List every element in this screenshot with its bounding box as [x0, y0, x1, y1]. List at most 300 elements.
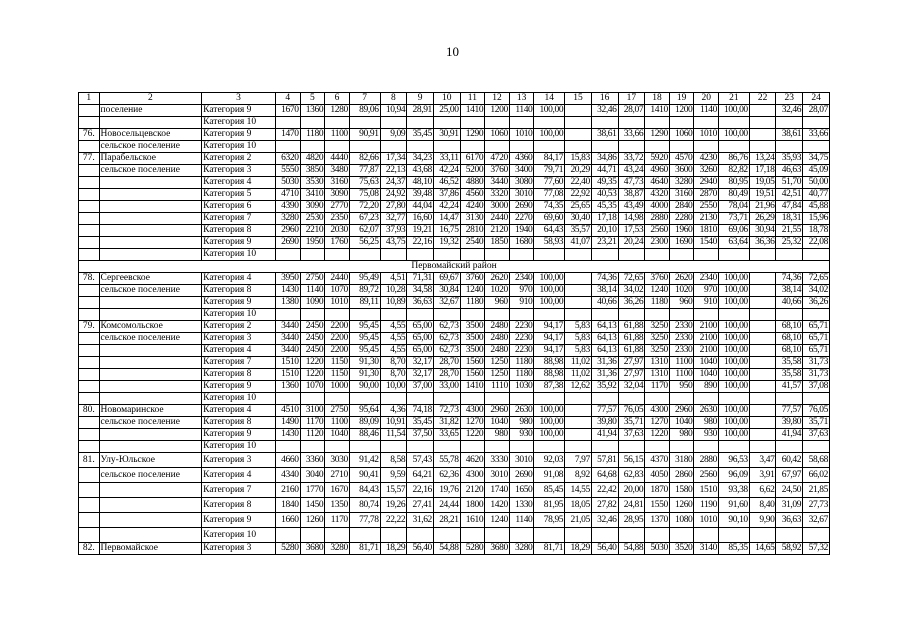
value-cell: 22,08 — [803, 237, 830, 249]
value-cell: 1010 — [694, 513, 719, 528]
value-cell: 1260 — [669, 498, 694, 513]
value-cell: 32,67 — [803, 513, 830, 528]
value-cell: 2880 — [694, 453, 719, 468]
value-cell: 8,70 — [380, 357, 407, 369]
table-row — [79, 189, 830, 201]
value-cell: 36,63 — [776, 513, 803, 528]
value-cell: 4,55 — [380, 333, 407, 345]
value-cell: 970 — [694, 285, 719, 297]
value-cell — [325, 117, 350, 129]
value-cell: 3360 — [300, 453, 325, 468]
value-cell: 2100 — [694, 321, 719, 333]
value-cell — [591, 309, 618, 321]
value-cell: 1310 — [645, 357, 670, 369]
value-cell: 31,09 — [776, 498, 803, 513]
value-cell: 42,24 — [433, 165, 460, 177]
value-cell: 1220 — [460, 429, 485, 441]
category-label: Категория 6 — [202, 201, 276, 213]
value-cell: 95,45 — [349, 333, 380, 345]
value-cell: 1180 — [460, 297, 485, 309]
value-cell: 24,50 — [776, 483, 803, 498]
value-cell — [749, 309, 776, 321]
category-label: Категория 8 — [202, 498, 276, 513]
value-cell: 3160 — [325, 177, 350, 189]
value-cell: 1670 — [325, 483, 350, 498]
value-cell — [776, 117, 803, 129]
section-title: Первомайский район — [79, 261, 830, 273]
value-cell: 40,66 — [776, 297, 803, 309]
settlement-name — [99, 393, 202, 405]
value-cell: 1220 — [645, 429, 670, 441]
category-label: Категория 9 — [202, 237, 276, 249]
value-cell: 1280 — [325, 105, 350, 117]
value-cell: 77,87 — [349, 165, 380, 177]
value-cell: 1420 — [485, 498, 510, 513]
value-cell: 3760 — [645, 273, 670, 285]
value-cell: 3850 — [300, 165, 325, 177]
value-cell — [534, 441, 565, 453]
table-row — [79, 129, 830, 141]
value-cell: 4880 — [460, 177, 485, 189]
settlement-name — [99, 513, 202, 528]
value-cell: 88,46 — [349, 429, 380, 441]
value-cell: 64,13 — [591, 321, 618, 333]
value-cell: 77,78 — [349, 513, 380, 528]
value-cell: 35,58 — [776, 357, 803, 369]
value-cell — [776, 309, 803, 321]
value-cell — [669, 393, 694, 405]
value-cell: 9,59 — [380, 468, 407, 483]
value-cell — [509, 117, 534, 129]
row-number — [79, 177, 100, 189]
value-cell: 1170 — [325, 513, 350, 528]
row-number — [79, 345, 100, 357]
value-cell: 74,36 — [776, 273, 803, 285]
value-cell: 32,04 — [618, 381, 645, 393]
value-cell: 5,83 — [565, 345, 592, 357]
value-cell: 3250 — [645, 333, 670, 345]
value-cell — [749, 321, 776, 333]
value-cell: 40,53 — [591, 189, 618, 201]
value-cell: 3280 — [669, 177, 694, 189]
value-cell: 1200 — [669, 105, 694, 117]
value-cell: 3600 — [669, 165, 694, 177]
column-header: 4 — [275, 93, 300, 105]
value-cell: 3950 — [275, 273, 300, 285]
value-cell: 2340 — [694, 273, 719, 285]
value-cell — [776, 441, 803, 453]
value-cell: 30,94 — [749, 225, 776, 237]
value-cell: 19,51 — [749, 189, 776, 201]
value-cell: 40,66 — [591, 297, 618, 309]
column-header: 8 — [380, 93, 407, 105]
value-cell — [669, 141, 694, 153]
value-cell: 38,61 — [776, 129, 803, 141]
settlement-name — [99, 249, 202, 261]
row-number — [79, 513, 100, 528]
value-cell: 1410 — [645, 105, 670, 117]
value-cell: 1290 — [460, 129, 485, 141]
value-cell: 31,36 — [591, 357, 618, 369]
value-cell: 5,83 — [565, 333, 592, 345]
value-cell: 96,09 — [719, 468, 750, 483]
column-header: 20 — [694, 93, 719, 105]
value-cell: 58,92 — [776, 543, 803, 555]
value-cell: 41,07 — [565, 237, 592, 249]
column-header: 11 — [460, 93, 485, 105]
value-cell — [591, 528, 618, 543]
category-label: Категория 5 — [202, 189, 276, 201]
value-cell: 3,47 — [749, 453, 776, 468]
value-cell: 17,18 — [591, 213, 618, 225]
value-cell: 1250 — [485, 369, 510, 381]
value-cell: 3010 — [485, 468, 510, 483]
value-cell: 57,32 — [803, 543, 830, 555]
value-cell: 3280 — [275, 213, 300, 225]
value-cell: 30,40 — [565, 213, 592, 225]
value-cell: 94,17 — [534, 333, 565, 345]
value-cell — [669, 309, 694, 321]
value-cell — [460, 249, 485, 261]
value-cell: 1810 — [694, 225, 719, 237]
value-cell — [325, 309, 350, 321]
value-cell: 77,60 — [534, 177, 565, 189]
data-table — [78, 92, 830, 555]
value-cell: 27,80 — [380, 201, 407, 213]
value-cell: 21,55 — [776, 225, 803, 237]
table-row — [79, 429, 830, 441]
value-cell: 930 — [694, 429, 719, 441]
value-cell: 2960 — [669, 405, 694, 417]
value-cell — [534, 309, 565, 321]
table-row — [79, 321, 830, 333]
value-cell — [719, 249, 750, 261]
value-cell: 36,36 — [749, 237, 776, 249]
value-cell — [565, 405, 592, 417]
category-label: Категория 4 — [202, 468, 276, 483]
value-cell: 1250 — [485, 357, 510, 369]
settlement-name — [99, 429, 202, 441]
value-cell: 1290 — [645, 129, 670, 141]
value-cell — [349, 528, 380, 543]
value-cell — [694, 528, 719, 543]
row-number: 81. — [79, 453, 100, 468]
value-cell: 1850 — [485, 237, 510, 249]
table-row — [79, 285, 830, 297]
value-cell: 8,58 — [380, 453, 407, 468]
value-cell: 3090 — [325, 189, 350, 201]
value-cell: 36,26 — [618, 297, 645, 309]
table-row — [79, 498, 830, 513]
value-cell: 100,00 — [719, 417, 750, 429]
value-cell: 11,02 — [565, 357, 592, 369]
value-cell — [776, 141, 803, 153]
value-cell — [349, 141, 380, 153]
table-row — [79, 417, 830, 429]
value-cell: 22,22 — [380, 513, 407, 528]
value-cell: 2450 — [300, 321, 325, 333]
value-cell: 28,91 — [407, 105, 434, 117]
value-cell: 2120 — [485, 225, 510, 237]
value-cell: 91,42 — [349, 453, 380, 468]
value-cell: 84,43 — [349, 483, 380, 498]
value-cell — [433, 117, 460, 129]
value-cell: 46,52 — [433, 177, 460, 189]
value-cell: 1040 — [485, 417, 510, 429]
value-cell: 95,64 — [349, 405, 380, 417]
value-cell: 10,91 — [380, 417, 407, 429]
column-header: 10 — [433, 93, 460, 105]
value-cell — [433, 141, 460, 153]
row-number: 79. — [79, 321, 100, 333]
value-cell — [565, 528, 592, 543]
table-row — [79, 345, 830, 357]
value-cell: 31,73 — [803, 357, 830, 369]
value-cell: 81,95 — [534, 498, 565, 513]
value-cell — [300, 249, 325, 261]
row-number — [79, 357, 100, 369]
category-label: Категория 8 — [202, 285, 276, 297]
value-cell: 5280 — [460, 543, 485, 555]
value-cell: 15,96 — [803, 213, 830, 225]
row-number: 76. — [79, 129, 100, 141]
value-cell: 2770 — [325, 201, 350, 213]
column-header: 3 — [202, 93, 276, 105]
value-cell: 7,97 — [565, 453, 592, 468]
category-label: Категория 3 — [202, 165, 276, 177]
value-cell: 31,36 — [591, 369, 618, 381]
settlement-name — [99, 225, 202, 237]
value-cell: 4510 — [275, 405, 300, 417]
value-cell — [349, 309, 380, 321]
value-cell: 4340 — [275, 468, 300, 483]
value-cell: 2560 — [694, 468, 719, 483]
value-cell — [534, 141, 565, 153]
value-cell: 1240 — [645, 285, 670, 297]
table-row — [79, 543, 830, 555]
value-cell: 3260 — [694, 165, 719, 177]
value-cell: 39,80 — [776, 417, 803, 429]
value-cell: 80,95 — [719, 177, 750, 189]
column-header: 21 — [719, 93, 750, 105]
value-cell — [380, 528, 407, 543]
value-cell: 36,63 — [407, 297, 434, 309]
value-cell: 100,00 — [719, 333, 750, 345]
column-header: 18 — [645, 93, 670, 105]
category-label: Категория 4 — [202, 405, 276, 417]
value-cell: 56,25 — [349, 237, 380, 249]
value-cell: 1180 — [300, 129, 325, 141]
value-cell — [776, 249, 803, 261]
value-cell: 3280 — [509, 543, 534, 555]
value-cell: 86,76 — [719, 153, 750, 165]
value-cell — [485, 249, 510, 261]
value-cell: 1680 — [509, 237, 534, 249]
value-cell — [485, 117, 510, 129]
value-cell — [719, 441, 750, 453]
value-cell: 1070 — [325, 285, 350, 297]
value-cell: 35,45 — [407, 417, 434, 429]
value-cell: 91,30 — [349, 357, 380, 369]
value-cell: 4820 — [300, 153, 325, 165]
value-cell: 5550 — [275, 165, 300, 177]
column-header: 2 — [99, 93, 202, 105]
row-number — [79, 381, 100, 393]
value-cell — [565, 273, 592, 285]
value-cell: 31,73 — [803, 369, 830, 381]
value-cell: 11,54 — [380, 429, 407, 441]
value-cell — [460, 117, 485, 129]
settlement-name: поселение — [99, 105, 202, 117]
value-cell: 1510 — [275, 369, 300, 381]
value-cell: 1100 — [669, 357, 694, 369]
value-cell: 17,18 — [749, 165, 776, 177]
row-number — [79, 468, 100, 483]
category-label: Категория 9 — [202, 513, 276, 528]
value-cell: 37,63 — [618, 429, 645, 441]
value-cell: 54,88 — [618, 543, 645, 555]
table-row — [79, 237, 830, 249]
value-cell: 32,46 — [591, 513, 618, 528]
value-cell: 3250 — [645, 345, 670, 357]
value-cell — [591, 441, 618, 453]
table-row — [79, 297, 830, 309]
value-cell — [460, 141, 485, 153]
category-label: Категория 7 — [202, 213, 276, 225]
value-cell: 65,00 — [407, 321, 434, 333]
row-number — [79, 417, 100, 429]
value-cell — [618, 141, 645, 153]
value-cell: 2940 — [694, 177, 719, 189]
value-cell: 27,82 — [591, 498, 618, 513]
value-cell: 3130 — [460, 213, 485, 225]
table-row — [79, 381, 830, 393]
value-cell: 18,78 — [803, 225, 830, 237]
value-cell: 2480 — [485, 321, 510, 333]
value-cell: 1560 — [460, 357, 485, 369]
category-label: Категория 3 — [202, 453, 276, 468]
value-cell: 4390 — [275, 201, 300, 213]
value-cell: 4640 — [645, 177, 670, 189]
table-row — [79, 528, 830, 543]
value-cell: 28,70 — [433, 369, 460, 381]
value-cell: 65,00 — [407, 345, 434, 357]
value-cell: 3280 — [325, 543, 350, 555]
value-cell — [749, 105, 776, 117]
value-cell: 85,35 — [719, 543, 750, 555]
value-cell: 89,72 — [349, 285, 380, 297]
value-cell: 44,04 — [407, 201, 434, 213]
value-cell: 1380 — [275, 297, 300, 309]
value-cell: 1510 — [694, 483, 719, 498]
value-cell: 41,94 — [591, 429, 618, 441]
value-cell — [300, 393, 325, 405]
value-cell: 1540 — [694, 237, 719, 249]
settlement-name — [99, 237, 202, 249]
row-number: 78. — [79, 273, 100, 285]
table-header-row — [79, 93, 830, 105]
value-cell: 38,61 — [591, 129, 618, 141]
category-label: Категория 9 — [202, 297, 276, 309]
value-cell — [509, 249, 534, 261]
value-cell: 100,00 — [534, 285, 565, 297]
value-cell: 100,00 — [719, 357, 750, 369]
value-cell: 3080 — [509, 177, 534, 189]
table-row — [79, 369, 830, 381]
value-cell: 100,00 — [719, 369, 750, 381]
value-cell — [407, 309, 434, 321]
value-cell: 77,57 — [591, 405, 618, 417]
value-cell: 1260 — [300, 513, 325, 528]
value-cell: 34,58 — [407, 285, 434, 297]
column-header: 17 — [618, 93, 645, 105]
value-cell: 8,70 — [380, 369, 407, 381]
page-number: 10 — [446, 44, 459, 59]
value-cell — [407, 117, 434, 129]
value-cell: 2100 — [694, 333, 719, 345]
column-header: 13 — [509, 93, 534, 105]
value-cell: 15,57 — [380, 483, 407, 498]
value-cell: 1960 — [669, 225, 694, 237]
value-cell: 91,08 — [534, 468, 565, 483]
value-cell: 43,75 — [380, 237, 407, 249]
value-cell — [719, 117, 750, 129]
value-cell: 4960 — [645, 165, 670, 177]
value-cell — [325, 249, 350, 261]
value-cell: 5200 — [460, 165, 485, 177]
value-cell: 60,42 — [776, 453, 803, 468]
value-cell — [694, 117, 719, 129]
value-cell: 90,10 — [719, 513, 750, 528]
row-number — [79, 117, 100, 129]
value-cell — [749, 345, 776, 357]
value-cell: 77,57 — [776, 405, 803, 417]
value-cell: 2750 — [325, 405, 350, 417]
value-cell: 100,00 — [534, 297, 565, 309]
value-cell: 19,32 — [433, 237, 460, 249]
value-cell: 62,73 — [433, 345, 460, 357]
value-cell: 91,60 — [719, 498, 750, 513]
category-label: Категория 4 — [202, 345, 276, 357]
value-cell: 80,74 — [349, 498, 380, 513]
value-cell: 40,77 — [803, 189, 830, 201]
value-cell — [749, 429, 776, 441]
value-cell: 61,88 — [618, 333, 645, 345]
value-cell: 43,49 — [618, 201, 645, 213]
settlement-name — [99, 345, 202, 357]
value-cell — [534, 117, 565, 129]
value-cell: 77,08 — [534, 189, 565, 201]
category-label: Категория 9 — [202, 429, 276, 441]
column-header: 19 — [669, 93, 694, 105]
value-cell: 3320 — [485, 189, 510, 201]
value-cell: 2200 — [325, 321, 350, 333]
value-cell: 3010 — [509, 189, 534, 201]
value-cell: 960 — [485, 297, 510, 309]
value-cell: 3520 — [669, 543, 694, 555]
value-cell — [407, 249, 434, 261]
value-cell: 10,00 — [380, 381, 407, 393]
value-cell: 16,60 — [407, 213, 434, 225]
value-cell: 38,87 — [618, 189, 645, 201]
value-cell: 100,00 — [719, 345, 750, 357]
value-cell: 2200 — [325, 345, 350, 357]
settlement-name — [99, 498, 202, 513]
row-number — [79, 165, 100, 177]
value-cell: 91,30 — [349, 369, 380, 381]
value-cell: 58,68 — [803, 453, 830, 468]
value-cell: 2860 — [669, 468, 694, 483]
